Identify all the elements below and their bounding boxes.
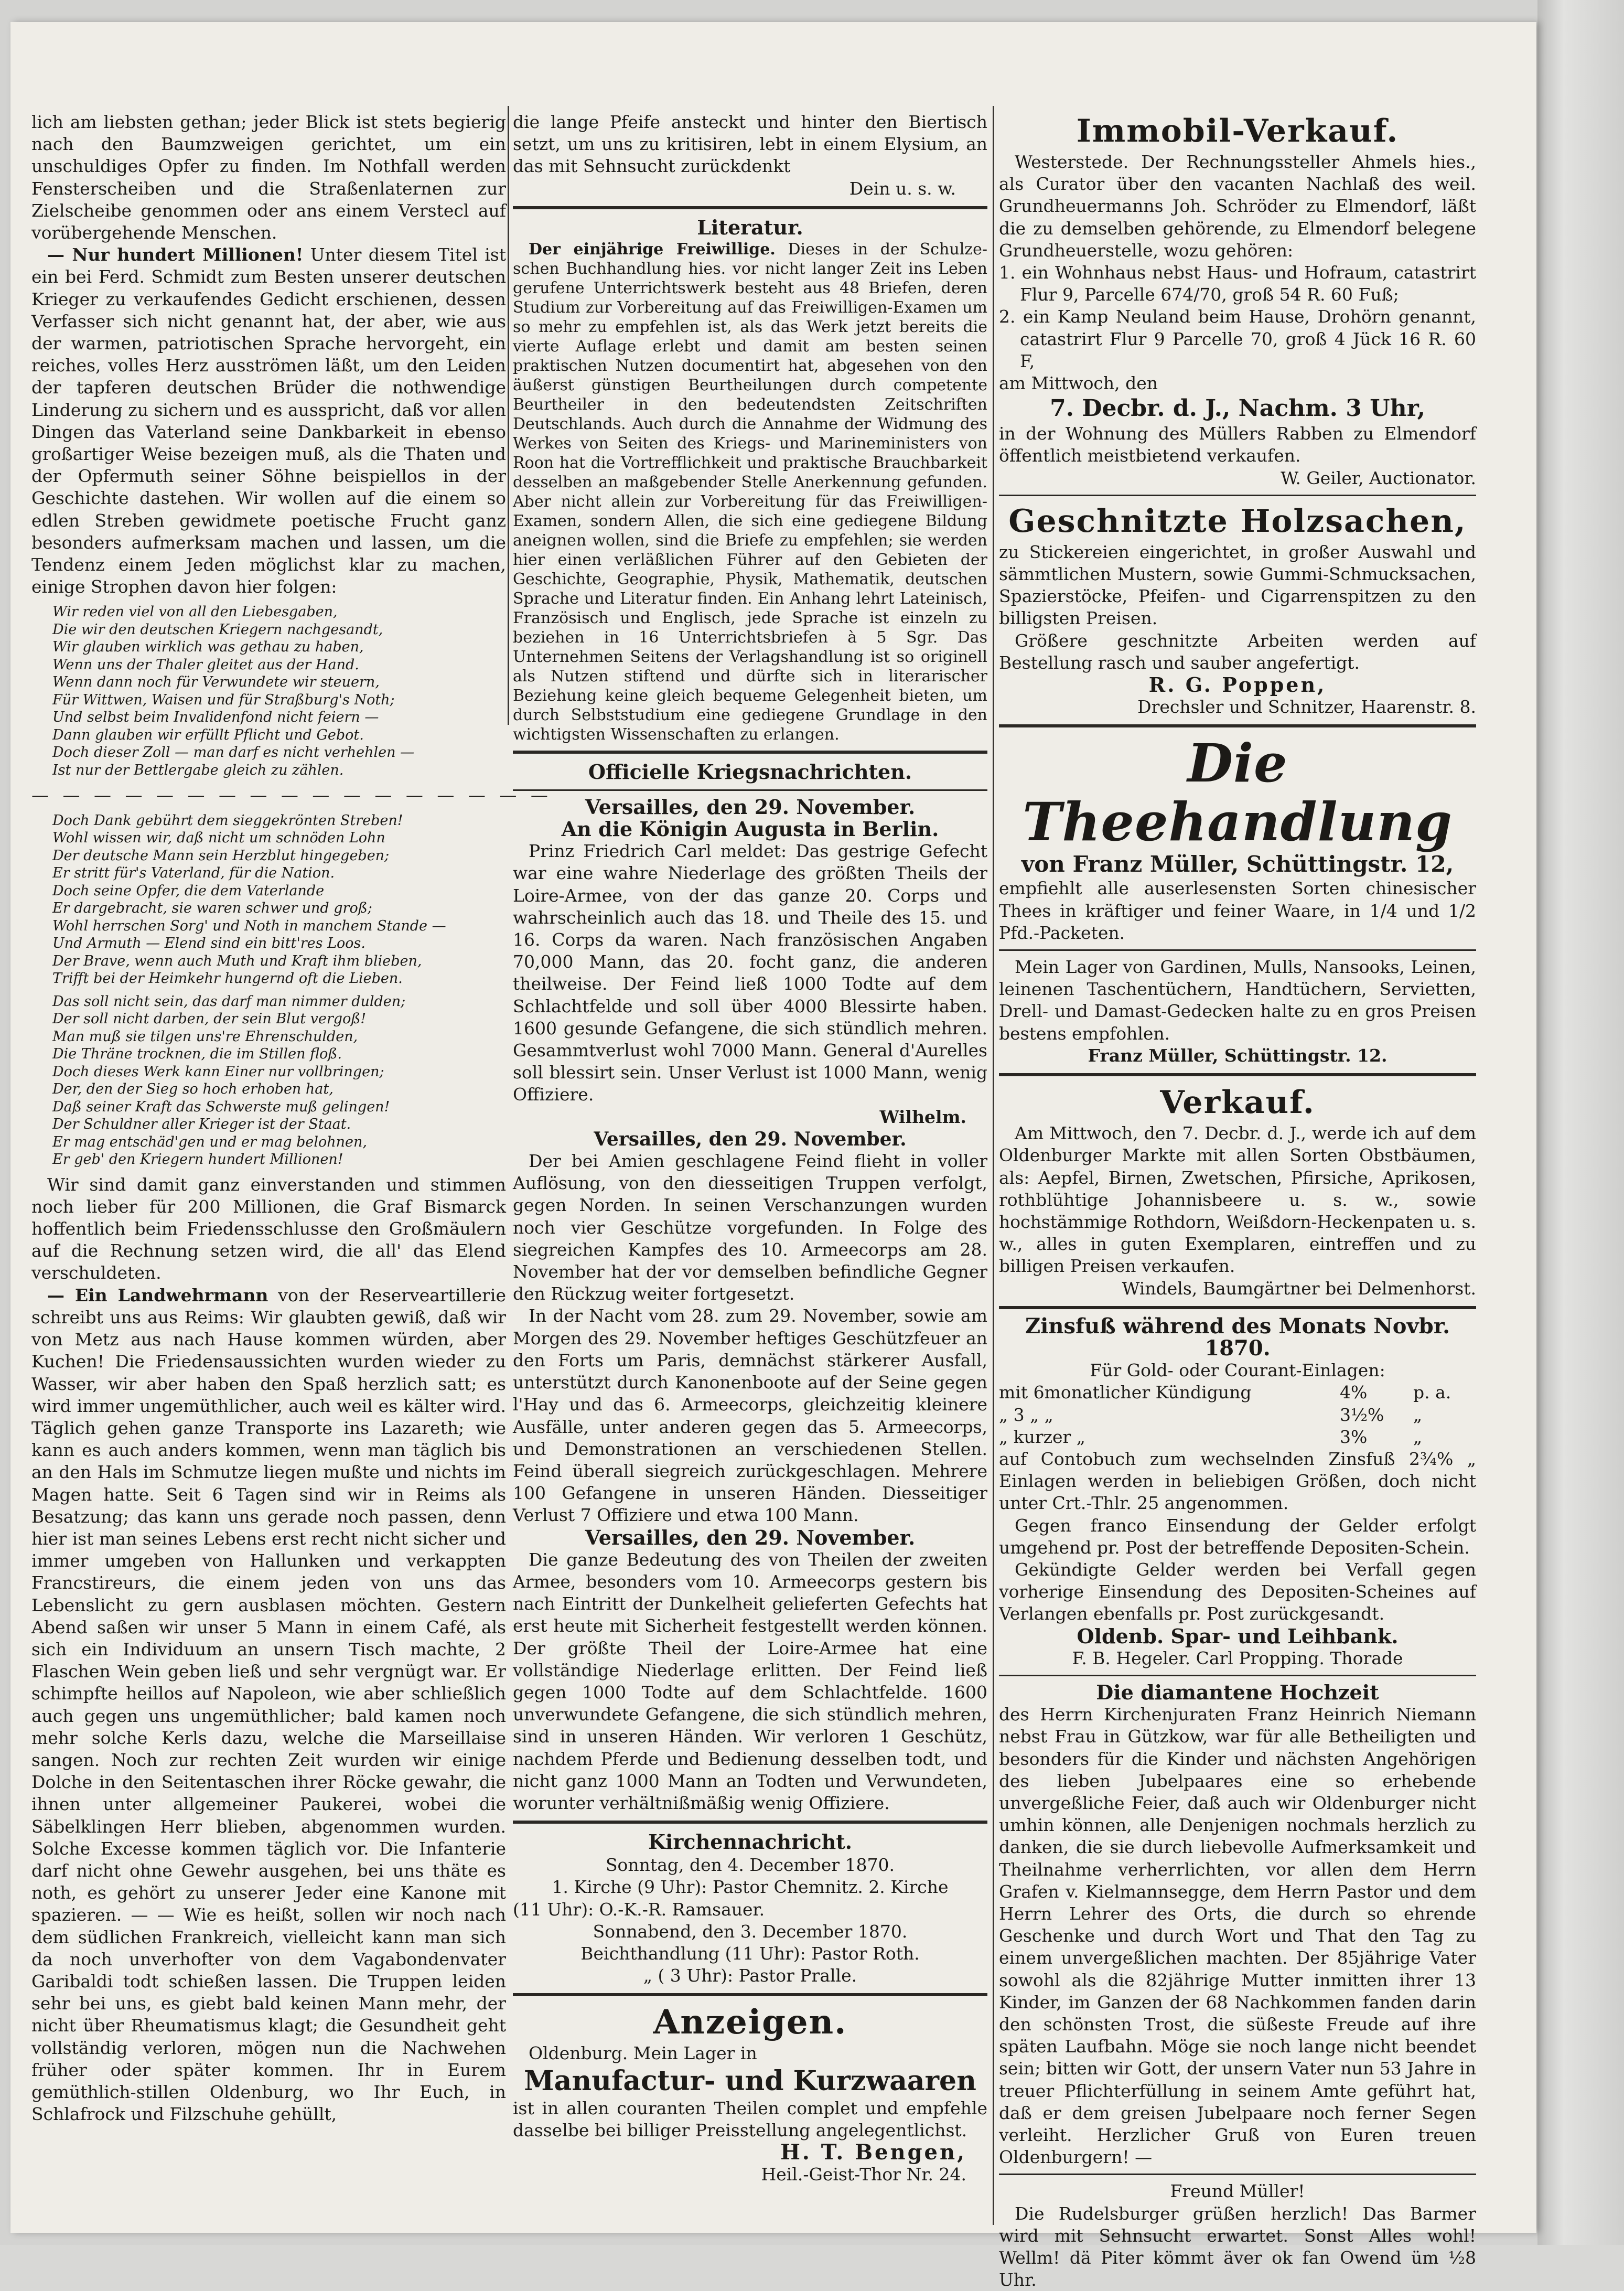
intro-paragraph: lich am liebsten gethan; jeder Blick ist stets begierig nach den Baumzweigen gerichtet, um ein unschuldiges Opfer zu finden. Im Nothfall werden Fensterscheiben und die Straßenlaternen zur Zielscheibe genommen oder ans einem Verstecl auf vorübergehende Menschen.: [31, 112, 506, 243]
friend-heading: Freund Müller!: [1170, 2181, 1305, 2202]
tea-shop-body: empfiehlt alle auserlesensten Sorten chinesischer Thees in kräftiger und feiner Waare, in 1/4 und 1/2 Pfd.-Packeten.: [999, 878, 1476, 943]
dispatch-body-2: Der bei Amien geschlagene Feind flieht in voller Auflösung, von den diesseitigen Truppen verfolgt, gegen Norden. In seinen Verschanzungen wurden noch vier Geschütze vorgefunden. In Folge des siegreichen Kampfes des 10. Armeecorps am 28. November hat der vor demselben befindliche Gegner den Rückzug weiter fortgesetzt.: [513, 1151, 987, 1304]
woodcarving-signature: R. G. Poppen,: [1148, 673, 1327, 697]
book-title: Der einjährige Freiwillige.: [529, 240, 776, 259]
interest-row-label: „ kurzer „: [999, 1426, 1085, 1447]
poem-line: Er geb' den Kriegern hundert Millionen!: [52, 1151, 343, 1168]
section-divider: [999, 1675, 1476, 1676]
poem-line: Der soll nicht darben, der sein Blut vergoß!: [52, 1011, 367, 1027]
woodcarving-address: Drechsler und Schnitzer, Haarenstr. 8.: [1137, 697, 1476, 718]
tea-shop-heading: Die Theehandlung: [1023, 732, 1453, 853]
column-rule-1-top: [508, 106, 509, 725]
article-heading: — Ein Landwehrmann: [47, 1284, 268, 1305]
tea-shop-sub: von Franz Müller, Schüttingstr. 12,: [1021, 851, 1454, 877]
poem-line: Wir reden viel von all den Liebesgaben,: [52, 604, 338, 620]
interest-row-unit: p. a.: [1413, 1382, 1451, 1403]
poem-line: Er mag entschäd'gen und er mag belohnen,: [52, 1133, 367, 1150]
sale-body: Am Mittwoch, den 7. Decbr. d. J., werde ich auf dem Oldenburger Markte mit allen Sorten Obstbäumen, als: Aepfel, Birnen, Zwetschen, Pfirsiche, Aprikosen, rothblühtige Johannisbeere u. s. w., sowie hochstämmige Rothdorn, Weißdorn-Heckenpaten u. s. w., alles in guten Exemplaren, eintreffen und zu billigen Preisen verkaufen.: [999, 1123, 1476, 1277]
article-comment: Wir sind damit ganz einverstanden und stimmen noch lieber für 200 Millionen, die Graf Bismarck hoffentlich beim Friedensschlusse den Großmäulern auf die Rechnung setzen wird, die all' das Elend verschuldeten.: [31, 1174, 506, 1283]
church-line: 1. Kirche (9 Uhr): Pastor Chemnitz. 2. Kirche: [552, 1877, 949, 1898]
poem-line: Wenn dann noch für Verwundete wir steuern,: [52, 674, 380, 691]
poem-line: Und Armuth — Elend sind ein bitt'res Loos.: [52, 935, 365, 952]
interest-row: [999, 1382, 1476, 1404]
poem-line: Der Brave, wenn auch Muth und Kraft ihm blieben,: [52, 952, 422, 969]
interest-row: [999, 1404, 1476, 1426]
wedding-body: des Herrn Kirchenjuraten Franz Heinrich Niemann nebst Frau in Gützkow, war für alle Betheiligten und besonders für die Kinder und nächsten Angehörigen des lieben Jubelpaares eine so erhebende unvergeßliche Feier, daß auch wir Oldenburger nicht umhin können, alle Denjenigen nochmals herzlich zu danken, die sie durch liebevolle Aufmerksamkeit und Theilnahme verherrlichten, vor allen dem Herrn Grafen v. Kielmannsegge, dem Herrn Pastor und dem Herrn Lehrer des Orts, die durch so ehrende Geschenke und durch Wort und That den Tag zu einem unvergeßlichen machten. Der 85jährige Vater sowohl als die 82jährige Mutter inmitten ihrer 13 Kinder, im Ganzen der 68 Nachkommen fanden darin den schönsten Trost, die süßeste Freude auf ihre späten Laufbahn. Möge sie noch lange nicht beendet sein; bitten wir Gott, der unsern Vater nun 53 Jahre in treuer Pflichterfüllung in seinem Amte geführt hat, daß er dem greisen Jubelpaare noch ferner Segen verleiht. Herzlicher Gruß von Euren treuen Oldenburgern! —: [999, 1704, 1476, 2168]
poem-line: Doch dieses Werk kann Einer nur vollbringen;: [52, 1063, 384, 1080]
sale-heading: Verkauf.: [1160, 1084, 1315, 1121]
interest-row: [999, 1426, 1476, 1448]
poem-line: Der Schuldner aller Krieger ist der Staat.: [52, 1116, 351, 1133]
bank-name: Oldenb. Spar- und Leihbank.: [1077, 1624, 1399, 1648]
dispatch-body-3: Die ganze Bedeutung des von Theilen der zweiten Armee, besonders vom 10. Armeecorps gestern bis nach Eintritt der Dunkelheit gelieferten Gefechts hat erst heute mit Sicherheit festgestellt werden können. Der größte Theil der Loire-Armee hat eine vollständige Niederlage erlitten. Der Feind ließ gegen 1000 Todte auf dem Schlachtfelde. 1600 unverwundete Gefangene, die sich stündlich mehren, sind in unseren Händen. Wir verloren 1 Geschütz, nachdem Pferde und Bedienung desselben todt, und nicht ganz 1000 Mann an Todten und Verwundeten, worunter verhältnißmäßig wenig Offiziere.: [513, 1549, 987, 1813]
real-estate-item: 2. ein Kamp Neuland beim Hause, Drohörn genannt, catastrirt Flur 9 Parcelle 70, groß 4 Jück 16 R. 60 F,: [999, 306, 1476, 371]
poem-line: Die Thräne trocknen, die im Stillen floß.: [52, 1046, 342, 1063]
dispatch-heading-3: Versailles, den 29. November.: [585, 1525, 916, 1549]
church-line: (11 Uhr): O.-K.-R. Ramsauer.: [513, 1899, 765, 1920]
ad-title: Manufactur- und Kurzwaaren: [524, 2064, 976, 2097]
dispatch-body-1: Prinz Friedrich Carl meldet: Das gestrige Gefecht war eine wahre Niederlage des größten Theils der Loire-Armee, von der das ganze 20. Corps und wahrscheinlich auch das 18. und Theile des 15. und 16. Corps da waren. Nach französischen Angaben 70,000 Mann, das 20. focht ganz, die anderen theilweise. Der Feind ließ 1000 Todte auf dem Schlachtfelde und soll über 4000 Blessirte haben. 1600 gesunde Gefangene, die sich stündlich mehren. Gesammtverlust wohl 7000 Mann. General d'Aurelles soll blessirt sein. Unser Verlust ist 1000 Mann, wenig Offiziere.: [513, 841, 987, 1105]
poem-line: Die wir den deutschen Kriegern nachgesandt,: [52, 621, 383, 638]
real-estate-body: Westerstede. Der Rechnungssteller Ahmels hies., als Curator über den vacanten Nachlaß des weil. Grundheuermanns Joh. Schröder zu Elmendorf, läßt die zu demselben gehörende, zu Elmendorf belegene Grundheuerstelle, wozu gehören:: [999, 152, 1476, 261]
section-divider: [999, 724, 1476, 727]
interest-body-2: Gegen franco Einsendung der Gelder erfolgt umgehend pr. Post der betreffende Depositen-Schein.: [999, 1515, 1476, 1558]
poem-line: Wohl wissen wir, daß nicht um schnöden Lohn: [52, 830, 385, 847]
poem-stanza-1: [52, 603, 506, 779]
interest-row-label: mit 6monatlicher Kündigung: [999, 1382, 1252, 1403]
real-estate-date: 7. Decbr. d. J., Nachm. 3 Uhr,: [1050, 395, 1425, 422]
tea-shop-signature: Franz Müller, Schüttingstr. 12.: [1088, 1045, 1388, 1066]
woodcarving-body-2: Größere geschnitzte Arbeiten werden auf Bestellung rasch und sauber angefertigt.: [999, 630, 1476, 673]
article-body: von der Reserveartillerie schreibt uns aus Reims: Wir glaubten gewiß, daß wir von Metz aus nach Hause kommen würden, aber Kuchen! Die Friedensaussichten wurden wieder zu Wasser, wir aber haben den Spaß herzlich satt; es wird immer ungemüthlicher, auch weil es kälter wird. Täglich gehen ganze Transporte ins Lazareth; wie kann es auch anders kommen, wenn man täglich bis an den Hals im Schmutze liegen mußte und nichts im Magen hatte. Seit 6 Tagen sind wir in Reims als Besatzung; das kann uns gerade noch passen, denn hier ist man seines Lebens erst recht nicht sicher und immer umgeben von Hallunken und verkappten Francstireurs, die einem jeden von uns das Lebenslicht zu gern ausblasen möchten. Gestern Abend saßen wir unser 5 Mann in einem Café, als sich ein Individuum an unsern Tisch machte, 2 Flaschen Wein geben ließ und sehr vergnügt war. Er schimpfte heillos auf Napoleon, wie aber schließlich auch gegen uns ungemüthlicher; bald kamen noch mehr solche Kerls dazu, welche die Marseillaise sangen. Noch zur rechten Zeit wurden wir einige Dolche in den Seitentaschen ihrer Röcke gewahr, die ihnen unter allgemeiner Paukerei, wobei die Säbelklingen Herr blieben, abgenommen wurden. Solche Excesse kommen täglich vor. Die Infanterie darf nicht ohne Gewehr ausgehen, bei uns thäte es noth, es gehört zu unserer Jeder eine Kanone mit spazieren. — — Wie es heißt, sollen wir noch nach dem südlichen Frankreich, vielleicht kann man sich da noch unverhofter von dem Vagabondenvater Garibaldi todt schießen lassen. Die Truppen leiden sehr bei uns, es giebt bald keinen Mann mehr, der nicht über Rheumatismus klagt; die Gesundheit geht vollständig verloren, mögen nun die Nachwehen früher oder später kommen. Ihr in Eurem gemüthlich-stillen Oldenburg, wo Ihr Euch, in Schlafrock und Filzschuhe gehüllt,: [31, 1284, 506, 2125]
real-estate-item: 1. ein Wohnhaus nebst Haus- und Hofraum, catastrirt Flur 9, Parcelle 674/70, groß 54 R. 60 Fuß;: [999, 262, 1476, 305]
church-line: „ ( 3 Uhr): Pastor Pralle.: [643, 1965, 857, 1986]
church-line: Sonntag, den 4. December 1870.: [605, 1855, 895, 1876]
section-divider: [999, 1073, 1476, 1076]
ads-heading: Anzeigen.: [653, 2003, 847, 2042]
page-edge: [1537, 0, 1624, 2245]
poem-line: Er stritt für's Vaterland, für die Nation.: [52, 865, 335, 882]
article-hundert-millionen: [31, 244, 506, 598]
ad-lead: Oldenburg. Mein Lager in: [529, 2043, 757, 2064]
woodcarving-heading: Geschnitzte Holzsachen,: [1008, 502, 1467, 540]
poem-line: Dann glauben wir erfüllt Pflicht und Gebot.: [52, 726, 364, 743]
newspaper-page: [10, 22, 1536, 2290]
poem-line: Doch seine Opfer, die dem Vaterlande: [52, 882, 325, 899]
dispatch-signature: Wilhelm.: [879, 1106, 966, 1127]
real-estate-signature: W. Geiler, Auctionator.: [1281, 467, 1476, 488]
bank-signatures: F. B. Hegeler. Carl Propping. Thorade: [1072, 1647, 1403, 1668]
real-estate-heading: Immobil-Verkauf.: [1076, 113, 1399, 149]
column-3: [999, 111, 1476, 2290]
dispatch-heading-2: Versailles, den 29. November.: [594, 1128, 907, 1150]
column-rule-2: [993, 106, 994, 2225]
article-body: Unter diesem Titel ist ein bei Ferd. Schmidt zum Besten unserer deutschen Krieger zu verkaufendes Gedicht erschienen, dessen Verfasser sich nicht genannt hat, der aber, wie aus der warmen, patriotischen Sprache hervorgeht, ein reiches, volles Herz ausströmen läßt, um den Leiden der tapferen deutschen Brüder die nothwendige Linderung zu sichern und es ausspricht, daß vor allen Dingen das Vaterland seine Dankbarkeit in ebenso großartiger Weise bezeigen muß, als die Thaten und der Opfermuth seiner Söhne beispiellos in der Geschichte dastehen. Wir wollen auf die einem so edlen Streben gewidmete poetische Frucht ganz besonders aufmerksam machen und lassen, um die Tendenz einem Jeden möglichst klar zu machen, einige Strophen davon hier folgen:: [31, 244, 506, 597]
interest-body-3: Gekündigte Gelder werden bei Verfall gegen vorherige Einsendung des Depositen-Scheines auf Verlangen ebenfalls pr. Post zurückgesandt.: [999, 1559, 1476, 1624]
interest-row-unit: „: [1413, 1426, 1423, 1447]
poem-line: Wir glauben wirklich was gethau zu haben,: [52, 639, 364, 656]
section-divider: [999, 495, 1476, 496]
woodcarving-body: zu Stickereien eingerichtet, in großer Auswahl und sämmtlichen Mustern, sowie Gummi-Schmucksachen, Spazierstöcke, Pfeifen- und Cigarrenspitzen zu den billigsten Preisen.: [999, 541, 1476, 629]
sale-signature: Windels, Baumgärtner bei Delmenhorst.: [1122, 1278, 1476, 1299]
section-divider: [999, 2174, 1476, 2175]
real-estate-place: in der Wohnung des Müllers Rabben zu Elmendorf öffentlich meistbietend verkaufen.: [999, 423, 1476, 466]
ad-body: ist in allen couranten Theilen complet und empfehle dasselbe bei billiger Preisstellung angelegentlichst.: [513, 2097, 987, 2140]
literature-heading: Literatur.: [697, 215, 803, 239]
wedding-heading: Die diamantene Hochzeit: [1096, 1680, 1379, 1704]
interest-row-rate: 3½%: [1340, 1404, 1384, 1425]
poem-line: Und selbst beim Invalidenfond nicht feiern —: [52, 709, 379, 726]
section-divider: [513, 206, 987, 209]
interest-row-rate: 4%: [1340, 1382, 1368, 1403]
poem-line: Ist nur der Bettlergabe gleich zu zählen.: [52, 762, 344, 778]
church-line: Sonnabend, den 3. December 1870.: [593, 1921, 908, 1942]
friend-body: Die Rudelsburger grüßen herzlich! Das Barmer wird mit Sehnsucht erwartet. Sonst Alles wohl! Wellm! dä Piter kömmt äver ok fan Owend üm ½8 Uhr.: [999, 2203, 1476, 2290]
interest-row-label: „ 3 „ „: [999, 1404, 1053, 1425]
interest-body: auf Contobuch zum wechselnden Zinsfuß 2¾% „ Einlagen werden in beliebigen Größen, doch nicht unter Crt.-Thlr. 25 angenommen.: [999, 1448, 1476, 1514]
poem-line: Wohl herrschen Sorg' und Noth in manchem Stande —: [52, 917, 446, 934]
section-divider: [513, 751, 987, 754]
interest-heading: Zinsfuß während des Monats Novbr.: [1025, 1313, 1450, 1339]
section-divider: [999, 949, 1476, 951]
poem-line: Er dargebracht, sie waren schwer und groß;: [52, 900, 372, 917]
section-divider: [999, 1306, 1476, 1309]
tea-shop-body-2: Mein Lager von Gardinen, Mulls, Nansooks, Leinen, leinenen Taschentüchern, Handtüchern, Servietten, Drell- und Damast-Gedecken halte zu en gros Preisen bestens empfohlen.: [999, 957, 1476, 1044]
poem-line: Doch dieser Zoll — man darf es nicht verhehlen —: [52, 744, 415, 761]
poem-stanza-2: [52, 812, 506, 988]
column-1: [31, 111, 552, 2233]
column-2: [513, 111, 987, 2233]
poem-line: Der, den der Sieg so hoch erhoben hat,: [52, 1081, 334, 1098]
article-landwehrmann: [31, 1284, 506, 2126]
interest-lead: Für Gold- oder Courant-Einlagen:: [1090, 1360, 1385, 1381]
dispatch-body-2b: In der Nacht vom 28. zum 29. November, sowie am Morgen des 29. November heftiges Geschützfeuer an den Forts um Paris, demnächst stärkerer Ausfall, unterstützt durch Kanonenboote auf der Seine gegen l'Hay und das 6. Armeecorps, gleichzeitig kleinere Ausfälle, unter anderen gegen das 5. Armeecorps, und Demonstrationen an verschiedenen Stellen. Feind überall siegreich zurückgeschlagen. Mehrere 100 Gefangene in unseren Händen. Diesseitiger Verlust 7 Offiziere und etwa 100 Mann.: [513, 1305, 987, 1526]
letter-signature: Dein u. s. w.: [849, 178, 956, 199]
poem-line: Der deutsche Mann sein Herzblut hingegeben;: [52, 847, 390, 864]
church-line: Beichthandlung (11 Uhr): Pastor Roth.: [580, 1943, 920, 1964]
dispatch-heading-1: Versailles, den 29. November.: [585, 795, 916, 819]
interest-row-rate: 3%: [1340, 1426, 1368, 1447]
interest-year: 1870.: [1204, 1335, 1271, 1361]
poem-line: Das soll nicht sein, das darf man nimmer dulden;: [52, 993, 406, 1010]
interest-row-unit: „: [1413, 1404, 1423, 1425]
article-heading: — Nur hundert Millionen!: [47, 244, 304, 265]
poem-line: Für Wittwen, Waisen und für Straßburg's Noth;: [52, 691, 395, 708]
war-news-heading: Officielle Kriegsnachrichten.: [588, 759, 912, 784]
letter-continuation: die lange Pfeife ansteckt und hinter den Biertisch setzt, um uns zu kritisiren, lebt in einem Elysium, an das mit Sehnsucht zurückdenkt: [513, 112, 987, 177]
real-estate-date-lead: am Mittwoch, den: [999, 373, 1158, 394]
poem-line: Wenn uns der Thaler gleitet aus der Hand.: [52, 656, 359, 673]
section-divider: [513, 1993, 987, 1996]
church-news-heading: Kirchennachricht.: [648, 1830, 853, 1854]
poem-line: Man muß sie tilgen uns're Ehrenschulden,: [52, 1028, 358, 1045]
literature-review: [513, 240, 987, 744]
dash-separator: — — — — — — — — — — — — — — — — —: [31, 785, 552, 806]
section-divider: [513, 789, 987, 791]
poem-line: Trifft bei der Heimkehr hungernd oft die Lieben.: [52, 970, 403, 987]
ad-address: Heil.-Geist-Thor Nr. 24.: [761, 2164, 966, 2185]
review-body: Dieses in der Schulze-schen Buchhandlung hies. vor nicht langer Zeit ins Leben gerufene Unterrichtswerk besteht aus 48 Briefen, deren Studium zur Vorbereitung auf das Freiwilligen-Examen um so mehr zu empfehlen ist, als das Werk jetzt bereits die vierte Auflage erlebt und damit am besten seinen praktischen Nutzen documentirt hat, abgesehen von den äußerst günstigen Beurtheilungen durch competente Beurtheiler in den bedeutendsten Zeitschriften Deutschlands. Auch durch die Annahme der Widmung des Werkes von Seiten des Kriegs- und Marineministers von Roon hat die Vortrefflichkeit und praktische Brauchbarkeit desselben an maßgebender Stelle Anerkennung gefunden. Aber nicht allein zur Vorbereitung für das Freiwilligen-Examen, sondern Allen, die sich eine gediegene Bildung aneignen wollen, sind die Briefe zu empfehlen; sie werden hier einen verläßlichen Führer auf den Gebieten der Geschichte, Geographie, Physik, Mathematik, deutschen Sprache und Literatur finden. Ein Anhang lehrt Lateinisch, Französisch und Englisch, jede Sprache ist einzeln zu beziehen in 16 Unterrichtsbriefen à 5 Sgr. Das Unternehmen Seitens der Verlagshandlung ist so originell als Nutzen stiftend und dürfte sich in literarischer Beziehung keine gleich bequeme Gelegenheit bieten, um durch Selbststudium eine gediegene Grundlage in den wichtigsten Wissenschaften zu erlangen.: [513, 240, 987, 744]
poem-line: Doch Dank gebührt dem sieggekrönten Streben!: [52, 812, 403, 829]
section-divider: [513, 1821, 987, 1824]
ad-signature: H. T. Bengen,: [780, 2139, 966, 2165]
poem-stanza-3: [52, 993, 506, 1169]
dispatch-recipient: An die Königin Augusta in Berlin.: [561, 817, 939, 841]
poem-line: Daß seiner Kraft das Schwerste muß gelingen!: [52, 1098, 390, 1115]
